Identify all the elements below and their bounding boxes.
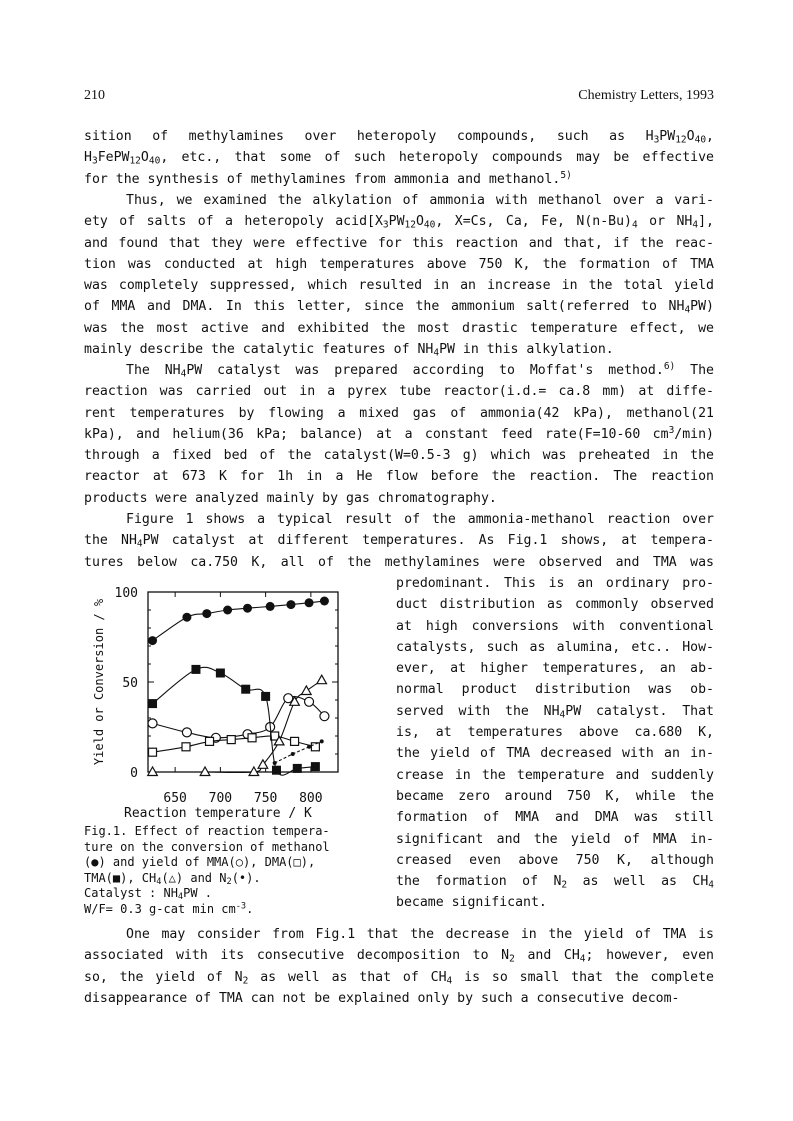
data-point-ch4 [148, 767, 158, 776]
text-line: associated with its consecutive decomposition to $N_2$ and $CH_4$; however, even [84, 948, 714, 965]
y-tick-label: 100 [114, 586, 138, 601]
x-tick-label: 800 [299, 791, 323, 805]
data-point-ch4 [302, 686, 312, 695]
y-tick-label: 0 [130, 766, 138, 781]
text-line: was completely suppressed, which resulted in an increase in the total yield [84, 278, 714, 294]
caption-line: TMA(■), $CH_4(\triangle)$ and $N_2(•)$. [84, 870, 261, 887]
data-point-conversion-of-methanol [266, 602, 275, 611]
data-point-mma [182, 728, 191, 737]
data-point-n2 [291, 752, 295, 756]
data-point-dma [248, 734, 256, 742]
data-point-dma [291, 737, 299, 745]
text-line: for the synthesis of methylamines from ammonia and methanol.$^{5)}$ [84, 169, 572, 187]
data-point-dma [206, 737, 214, 745]
text-line: the formation of $N_2$ as well as $CH_4$ [396, 874, 715, 891]
text-line: normal product distribution was ob- [396, 682, 714, 698]
x-tick-label: 750 [253, 791, 278, 805]
journal-title: Chemistry Letters, 1993 [578, 88, 714, 103]
text-line: the yield of TMA decreased with an in- [396, 746, 714, 762]
y-axis-label: Yield or Conversion / % [92, 598, 106, 766]
paragraph-4-continued [396, 573, 714, 914]
data-point-conversion-of-methanol [202, 609, 211, 618]
paragraph-5 [84, 924, 714, 1009]
caption-line: Catalyst : $NH_4PW$ . [84, 886, 213, 903]
text-line: so, the yield of $N_2$ as well as that of $CH_4$ is so small that the complete [84, 969, 714, 986]
data-point-ch4 [200, 767, 210, 776]
text-line: the $NH_4PW$ catalyst at different temperatures. As Fig.1 shows, at tempera- [84, 533, 714, 550]
text-line: became zero around 750 K, while the [396, 788, 714, 804]
text-line: tion was conducted at high temperatures above 750 K, the formation of TMA [84, 256, 714, 272]
data-point-mma [320, 712, 329, 721]
chart [84, 580, 384, 805]
text-line: at high conversions with conventional [396, 618, 714, 634]
series-line-conversion-of-methanol [153, 601, 325, 641]
data-point-ch4 [317, 675, 327, 684]
text-line: significant and the yield of MMA in- [396, 831, 714, 847]
text-line: became significant. [396, 895, 547, 911]
text-line: sition of methylamines over heteropoly compounds, such as $H_3PW_{12}O_{40}$, [84, 129, 714, 146]
text-line: reaction was carried out in a pyrex tube reactor(i.d.= ca.8 mm) at diffe- [84, 384, 714, 400]
text-line: tures below ca.750 K, all of the methylamines were observed and TMA was [84, 554, 714, 570]
y-tick-label: 50 [122, 676, 138, 691]
series-line-mma [153, 697, 325, 738]
text-line: was the most active and exhibited the most drastic temperature effect, we [84, 320, 714, 336]
series-line-ch4 [153, 680, 322, 772]
caption-line: ture on the conversion of methanol [84, 839, 330, 854]
figure-caption [84, 824, 384, 917]
data-point-conversion-of-methanol [243, 604, 252, 613]
text-line: served with the $NH_4PW$ catalyst. That [396, 703, 714, 721]
text-line: rent temperatures by flowing a mixed gas of ammonia(42 kPa), methanol(21 [84, 405, 714, 421]
caption-line: (●) and yield of MMA(○), DMA(□), [84, 855, 316, 869]
data-point-conversion-of-methanol [320, 597, 329, 606]
text-line: crease in the temperature and suddenly [396, 767, 714, 783]
text-line: One may consider from Fig.1 that the decrease in the yield of TMA is [126, 927, 714, 942]
text-line: predominant. This is an ordinary pro- [396, 576, 714, 591]
paragraph-2 [84, 190, 714, 360]
data-point-mma [305, 697, 314, 706]
text-line: kPa), and helium(36 kPa; balance) at a constant feed rate(F=10-60 $cm^3/\min$) [84, 424, 714, 442]
data-point-tma [261, 692, 270, 701]
data-point-tma [311, 762, 320, 771]
data-point-conversion-of-methanol [286, 600, 295, 609]
text-line: mainly describe the catalytic features of $NH_4PW$ in this alkylation. [84, 342, 614, 359]
text-line: The $NH_4PW$ catalyst was prepared according to Moffat's method.$^{6)}$ The [126, 360, 714, 380]
data-point-n2 [273, 761, 277, 765]
series-line-tma [153, 667, 316, 775]
data-point-tma [241, 685, 250, 694]
text-line: $H_3FePW_{12}O_{40}$, etc., that some of such heteropoly compounds may be effective [84, 150, 714, 167]
text-line: creased even above 750 K, although [396, 852, 714, 868]
data-point-tma [191, 665, 200, 674]
text-line: catalysts, such as alumina, etc.. How- [396, 639, 714, 655]
data-point-dma [149, 748, 157, 756]
caption-line: W/F= 0.3 g-cat $\min cm^{-3}$. [84, 900, 254, 916]
text-line: and found that they were effective for this reaction and that, if the reac- [84, 235, 714, 251]
page-header [84, 88, 714, 108]
data-point-tma [293, 764, 302, 773]
text-line: Figure 1 shows a typical result of the ammonia-methanol reaction over [126, 512, 714, 527]
text-line: reactor at 673 K for 1h in a He flow before the reaction. The reaction [84, 469, 714, 485]
figure-1 [84, 580, 384, 915]
data-point-conversion-of-methanol [182, 613, 191, 622]
paragraph-3 [84, 360, 714, 509]
text-line: duct distribution as commonly observed [396, 597, 714, 613]
data-point-tma [272, 766, 281, 775]
data-point-dma [311, 743, 319, 751]
text-line: disappearance of TMA can not be explained only by such a consecutive decom- [84, 990, 680, 1006]
paragraph-4 [84, 509, 714, 573]
text-line: of MMA and DMA. In this letter, since the ammonium salt(referred to $NH_4PW$) [84, 299, 714, 316]
page-number: 210 [84, 88, 105, 103]
text-line: ety of salts of a heteropoly $acid[X_3PW_{12}O_{40}$, X=Cs, Ca, Fe, $N(n-Bu)_4$ or $NH_4$], [84, 214, 714, 231]
data-point-n2 [320, 739, 324, 743]
paragraph-1 [84, 126, 714, 190]
text-line: products were analyzed mainly by gas chromatography. [84, 490, 497, 506]
text-line: formation of MMA and DMA was still [396, 810, 714, 826]
data-point-dma [227, 736, 235, 744]
data-point-dma [182, 743, 190, 751]
data-point-conversion-of-methanol [223, 606, 232, 615]
data-point-conversion-of-methanol [148, 636, 157, 645]
x-axis-label: Reaction temperature / K [124, 806, 312, 821]
data-point-tma [216, 669, 225, 678]
text-line: through a fixed bed of the catalyst(W=0.5-3 g) which was preheated in the [84, 448, 714, 464]
data-point-tma [148, 699, 157, 708]
caption-line: Fig.1. Effect of reaction tempera- [84, 824, 330, 838]
text-line: is, at temperatures above ca.680 K, [396, 725, 714, 741]
data-point-conversion-of-methanol [305, 598, 314, 607]
x-tick-label: 700 [208, 791, 233, 805]
text-line: Thus, we examined the alkylation of ammonia with methanol over a vari- [126, 193, 714, 208]
x-tick-label: 650 [163, 791, 187, 805]
data-point-mma [148, 719, 157, 728]
data-point-n2 [307, 745, 311, 749]
text-line: ever, at higher temperatures, an ab- [396, 661, 714, 677]
